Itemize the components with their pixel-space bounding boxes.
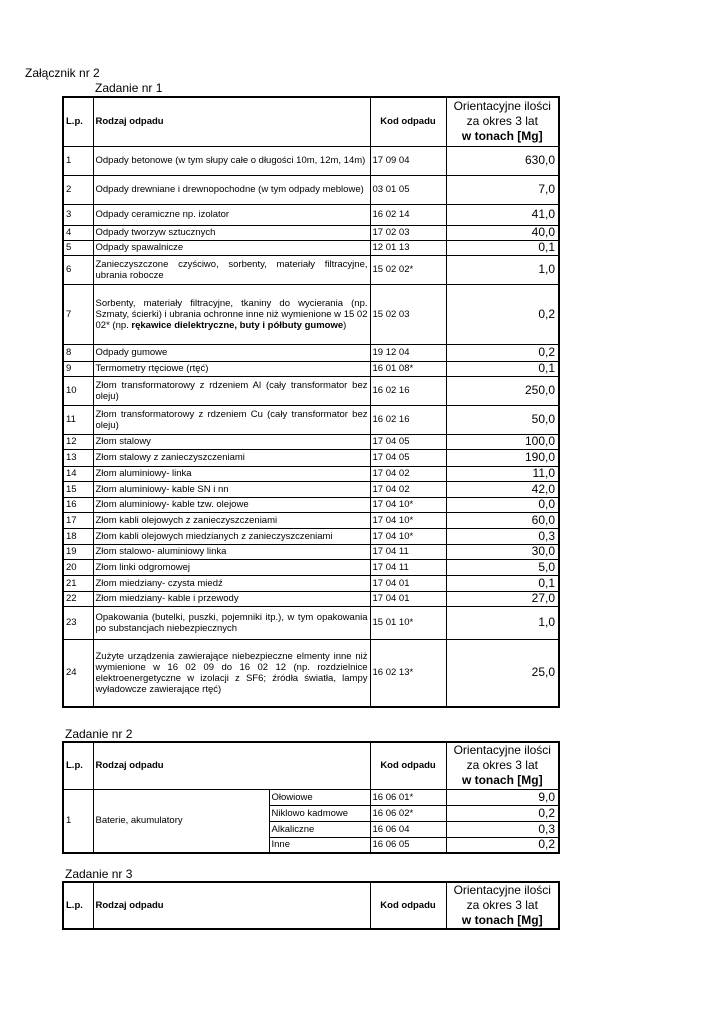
row-lp: 1 (63, 789, 93, 853)
row-waste-type: Złom aluminiowy- linka (93, 466, 370, 481)
header-type: Rodzaj odpadu (93, 882, 370, 929)
row-waste-code: 16 02 13* (370, 639, 446, 707)
header-lp: L.p. (63, 742, 93, 789)
row-lp: 19 (63, 544, 93, 559)
row-battery-type: Ołowiowe (269, 789, 370, 805)
header-qty: Orientacyjne ilości za okres 3 lat w tonach [Mg] (446, 742, 559, 789)
table-row (63, 405, 559, 434)
row-quantity: 100,0 (446, 434, 559, 449)
row-lp: 22 (63, 591, 93, 606)
row-lp: 16 (63, 497, 93, 512)
row-quantity: 0,2 (446, 805, 559, 821)
row-waste-code: 17 04 05 (370, 434, 446, 449)
row-waste-code: 16 02 16 (370, 376, 446, 405)
row-waste-code: 12 01 13 (370, 240, 446, 255)
header-code: Kod odpadu (370, 742, 446, 789)
table-row (63, 528, 559, 544)
row-quantity: 0,0 (446, 497, 559, 512)
table-row (63, 434, 559, 449)
table-header-row (63, 97, 559, 146)
row-lp: 3 (63, 204, 93, 225)
task3-table (62, 881, 560, 930)
attachment-title: Załącznik nr 2 (25, 66, 100, 80)
table-row (63, 175, 559, 204)
row-quantity: 0,1 (446, 575, 559, 591)
row-quantity: 7,0 (446, 175, 559, 204)
table-header-row (63, 882, 559, 929)
row-quantity: 0,3 (446, 821, 559, 837)
row-quantity: 0,3 (446, 528, 559, 544)
row-waste-code: 17 09 04 (370, 146, 446, 175)
row-waste-code: 03 01 05 (370, 175, 446, 204)
row-waste-type: Zużyte urządzenia zawierające niebezpieczne elmenty inne niż wymienione w 16 02 09 do 16 02 12 (np. rozdzielnice elektroenergetyczne w izolacji z SF6; źródła światła, lampy wyładowcze zawierające rtęć) (93, 639, 370, 707)
row-lp: 4 (63, 225, 93, 240)
table-row (63, 284, 559, 344)
row-lp: 20 (63, 559, 93, 575)
table-row (63, 466, 559, 481)
header-lp: L.p. (63, 97, 93, 146)
table-row (63, 639, 559, 707)
row-waste-code: 17 02 03 (370, 225, 446, 240)
table-row (63, 559, 559, 575)
row-waste-code: 16 01 08* (370, 361, 446, 376)
row-battery-type: Alkaliczne (269, 821, 370, 837)
row-waste-code: 15 01 10* (370, 606, 446, 639)
table-row (63, 146, 559, 175)
row-quantity: 41,0 (446, 204, 559, 225)
row-waste-type: Złom miedziany- czysta miedź (93, 575, 370, 591)
row-waste-type: Złom stalowy z zanieczyszczeniami (93, 449, 370, 466)
row-waste-code: 17 04 11 (370, 544, 446, 559)
row-lp: 24 (63, 639, 93, 707)
table-row (63, 544, 559, 559)
header-type: Rodzaj odpadu (93, 742, 370, 789)
table-row (63, 606, 559, 639)
row-waste-code: 17 04 02 (370, 481, 446, 497)
row-lp: 18 (63, 528, 93, 544)
table-row (63, 240, 559, 255)
row-quantity: 50,0 (446, 405, 559, 434)
row-waste-type: Złom kabli olejowych miedzianych z zanieczyszczeniami (93, 528, 370, 544)
table-row (63, 575, 559, 591)
row-quantity: 42,0 (446, 481, 559, 497)
row-battery-type: Inne (269, 837, 370, 853)
table-row (63, 376, 559, 405)
row-waste-type: Złom aluminiowy- kable tzw. olejowe (93, 497, 370, 512)
header-type: Rodzaj odpadu (93, 97, 370, 146)
table-row (63, 481, 559, 497)
row-waste-code: 17 04 10* (370, 497, 446, 512)
row-quantity: 1,0 (446, 255, 559, 284)
row-lp: 9 (63, 361, 93, 376)
row-lp: 17 (63, 512, 93, 528)
row-quantity: 40,0 (446, 225, 559, 240)
row-waste-type: Odpady gumowe (93, 344, 370, 361)
row-waste-type: Złom stalowo- aluminiowy linka (93, 544, 370, 559)
row-waste-type: Odpady drewniane i drewnopochodne (w tym odpady meblowe) (93, 175, 370, 204)
header-code: Kod odpadu (370, 97, 446, 146)
row-waste-code: 17 04 11 (370, 559, 446, 575)
task3-title: Zadanie nr 3 (65, 867, 133, 881)
row-waste-code: 16 02 14 (370, 204, 446, 225)
task1-title: Zadanie nr 1 (95, 81, 163, 95)
row-lp: 1 (63, 146, 93, 175)
row-lp: 10 (63, 376, 93, 405)
row-waste-code: 17 04 10* (370, 528, 446, 544)
task1-table (62, 96, 560, 708)
row-quantity: 190,0 (446, 449, 559, 466)
header-qty: Orientacyjne ilości za okres 3 lat w tonach [Mg] (446, 882, 559, 929)
row-battery-type: Niklowo kadmowe (269, 805, 370, 821)
row-quantity: 60,0 (446, 512, 559, 528)
row-waste-code: 15 02 03 (370, 284, 446, 344)
table-row (63, 512, 559, 528)
table-row (63, 361, 559, 376)
row-waste-type: Złom stalowy (93, 434, 370, 449)
table-row (63, 449, 559, 466)
table-row (63, 497, 559, 512)
row-quantity: 9,0 (446, 789, 559, 805)
row-quantity: 5,0 (446, 559, 559, 575)
row-quantity: 25,0 (446, 639, 559, 707)
row-lp: 21 (63, 575, 93, 591)
row-quantity: 0,2 (446, 284, 559, 344)
table-row (63, 344, 559, 361)
row-quantity: 0,1 (446, 240, 559, 255)
header-code: Kod odpadu (370, 882, 446, 929)
row-waste-type: Zanieczyszczone czyściwo, sorbenty, materiały filtracyjne, ubrania robocze (93, 255, 370, 284)
header-qty: Orientacyjne ilości za okres 3 lat w tonach [Mg] (446, 97, 559, 146)
row-lp: 2 (63, 175, 93, 204)
table-row (63, 591, 559, 606)
task2-title: Zadanie nr 2 (65, 727, 133, 741)
row-waste-type: Złom transformatorowy z rdzeniem Cu (cały transformator bez oleju) (93, 405, 370, 434)
row-lp: 7 (63, 284, 93, 344)
row-waste-type: Odpady ceramiczne np. izolator (93, 204, 370, 225)
row-quantity: 30,0 (446, 544, 559, 559)
row-waste-code: 17 04 02 (370, 466, 446, 481)
row-quantity: 0,2 (446, 344, 559, 361)
row-waste-code: 16 02 16 (370, 405, 446, 434)
row-waste-code: 16 06 02* (370, 805, 446, 821)
row-waste-code: 17 04 10* (370, 512, 446, 528)
row-lp: 5 (63, 240, 93, 255)
row-quantity: 0,2 (446, 837, 559, 853)
table-row (63, 255, 559, 284)
row-waste-type: Złom aluminiowy- kable SN i nn (93, 481, 370, 497)
row-waste-code: 17 04 01 (370, 591, 446, 606)
row-lp: 12 (63, 434, 93, 449)
row-waste-code: 16 06 05 (370, 837, 446, 853)
row-lp: 23 (63, 606, 93, 639)
row-lp: 11 (63, 405, 93, 434)
row-waste-code: 19 12 04 (370, 344, 446, 361)
row-lp: 14 (63, 466, 93, 481)
row-lp: 13 (63, 449, 93, 466)
row-quantity: 11,0 (446, 466, 559, 481)
row-lp: 6 (63, 255, 93, 284)
row-waste-type: Złom kabli olejowych z zanieczyszczeniami (93, 512, 370, 528)
row-waste-type: Odpady tworzyw sztucznych (93, 225, 370, 240)
row-waste-code: 16 06 04 (370, 821, 446, 837)
row-waste-type: Złom miedziany- kable i przewody (93, 591, 370, 606)
row-quantity: 250,0 (446, 376, 559, 405)
task2-table (62, 741, 560, 854)
row-quantity: 630,0 (446, 146, 559, 175)
row-waste-type: Baterie, akumulatory (93, 789, 269, 853)
row-quantity: 0,1 (446, 361, 559, 376)
row-waste-code: 17 04 05 (370, 449, 446, 466)
header-lp: L.p. (63, 882, 93, 929)
row-quantity: 1,0 (446, 606, 559, 639)
table-row (63, 789, 559, 805)
row-waste-type: Odpady spawalnicze (93, 240, 370, 255)
row-waste-type: Odpady betonowe (w tym słupy całe o długości 10m, 12m, 14m) (93, 146, 370, 175)
row-waste-code: 17 04 01 (370, 575, 446, 591)
table-row (63, 225, 559, 240)
row-waste-type: Sorbenty, materiały filtracyjne, tkaniny do wycierania (np. Szmaty, ścierki) i ubrania ochronne inne niż wymienione w 15 02 02* (np. rękawice dielektryczne, buty i półbuty gumowe) (93, 284, 370, 344)
row-waste-type: Termometry rtęciowe (rtęć) (93, 361, 370, 376)
table-header-row (63, 742, 559, 789)
row-lp: 15 (63, 481, 93, 497)
row-waste-type: Opakowania (butelki, puszki, pojemniki itp.), w tym opakowania po substancjach niebezpiecznych (93, 606, 370, 639)
row-waste-code: 15 02 02* (370, 255, 446, 284)
table-row (63, 204, 559, 225)
row-waste-code: 16 06 01* (370, 789, 446, 805)
row-quantity: 27,0 (446, 591, 559, 606)
row-waste-type: Złom linki odgromowej (93, 559, 370, 575)
row-lp: 8 (63, 344, 93, 361)
row-waste-type: Złom transformatorowy z rdzeniem Al (cały transformator bez oleju) (93, 376, 370, 405)
